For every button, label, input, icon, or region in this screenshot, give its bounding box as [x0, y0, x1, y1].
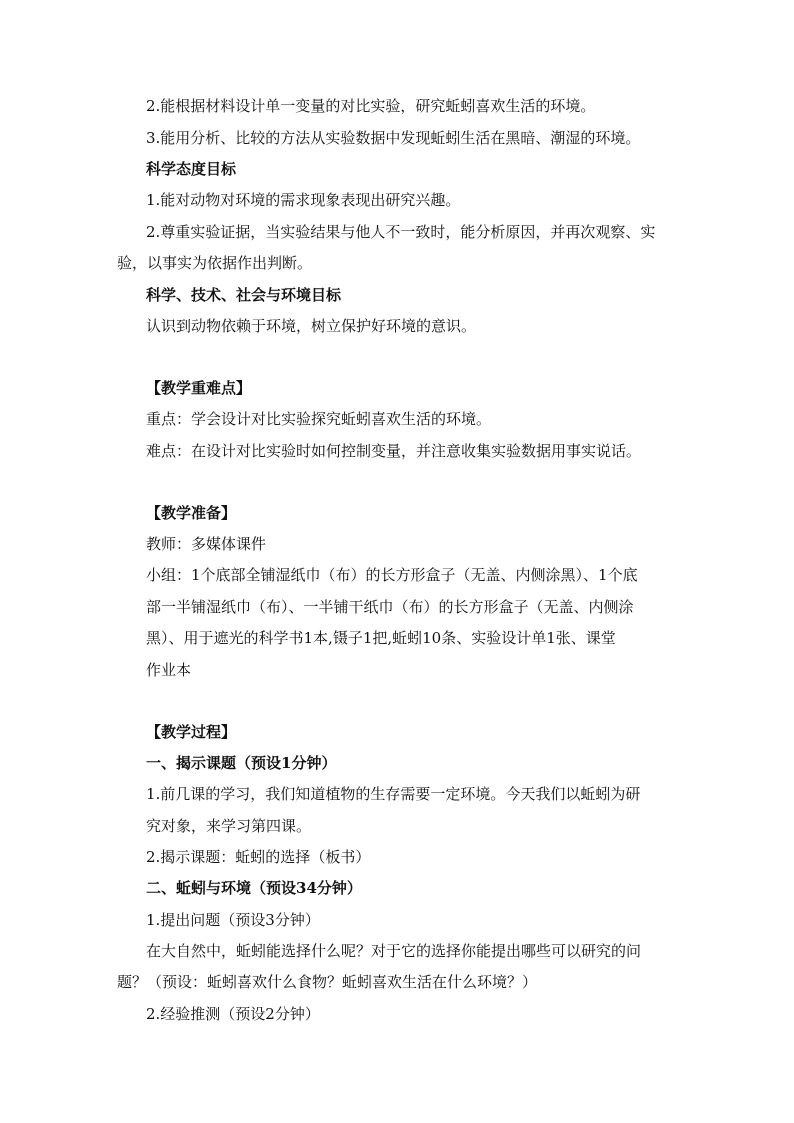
prep-group-line-a: 小组：1个底部全铺湿纸巾（布）的长方形盒子（无盖、内侧涂黑）、1个底: [146, 566, 638, 584]
part1-line-1b: 究对象，来学习第四课。: [146, 817, 312, 835]
heading-preparation: 【教学准备】: [146, 504, 237, 522]
part1-line-1a: 1.前几课的学习，我们知道植物的生存需要一定环境。今天我们以蚯蚓为研: [146, 785, 641, 803]
part1-line-2: 2.揭示课题：蚯蚓的选择（板书）: [146, 848, 371, 866]
part2-para-b: 题？（预设：蚯蚓喜欢什么食物？蚯蚓喜欢生活在什么环境？）: [117, 973, 538, 991]
part2-para-a: 在大自然中，蚯蚓能选择什么呢？对于它的选择你能提出哪些可以研究的问: [146, 942, 642, 960]
difficulty-line: 难点：在设计对比实验时如何控制变量，并注意收集实验数据用事实说话。: [146, 442, 642, 460]
part2-line-1: 1.提出问题（预设3分钟）: [146, 911, 320, 929]
heading-key-points: 【教学重难点】: [146, 379, 252, 397]
objective-line-3: 3.能用分析、比较的方法从实验数据中发现蚯蚓生活在黑暗、潮湿的环境。: [146, 129, 641, 147]
attitude-line-2a: 2.尊重实验证据，当实验结果与他人不一致时，能分析原因，并再次观察、实: [146, 223, 656, 241]
heading-part-2: 二、蚯蚓与环境（预设34分钟）: [146, 879, 362, 897]
heading-sts: 科学、技术、社会与环境目标: [146, 286, 342, 304]
prep-group-line-c: 黑）、用于遮光的科学书1本,镊子1把,蚯蚓10条、实验设计单1张、课堂: [146, 629, 616, 647]
objective-line-2: 2.能根据材料设计单一变量的对比实验，研究蚯蚓喜欢生活的环境。: [146, 97, 596, 115]
prep-teacher-line: 教师：多媒体课件: [146, 535, 267, 553]
prep-group-line-d: 作业本: [146, 661, 192, 679]
heading-part-1: 一、揭示课题（预设1分钟）: [146, 754, 337, 772]
prep-group-line-b: 部一半铺湿纸巾（布）、一半铺干纸巾（布）的长方形盒子（无盖、内侧涂: [146, 598, 634, 616]
attitude-line-1: 1.能对动物对环境的需求现象表现出研究兴趣。: [146, 191, 461, 209]
heading-science-attitude: 科学态度目标: [146, 160, 237, 178]
key-point-line: 重点：学会设计对比实验探究蚯蚓喜欢生活的环境。: [146, 410, 492, 428]
attitude-line-2b: 验，以事实为依据作出判断。: [117, 254, 313, 272]
sts-line: 认识到动物依赖于环境，树立保护好环境的意识。: [146, 317, 477, 335]
heading-process: 【教学过程】: [146, 723, 237, 741]
part2-line-2: 2.经验推测（预设2分钟）: [146, 1005, 320, 1023]
